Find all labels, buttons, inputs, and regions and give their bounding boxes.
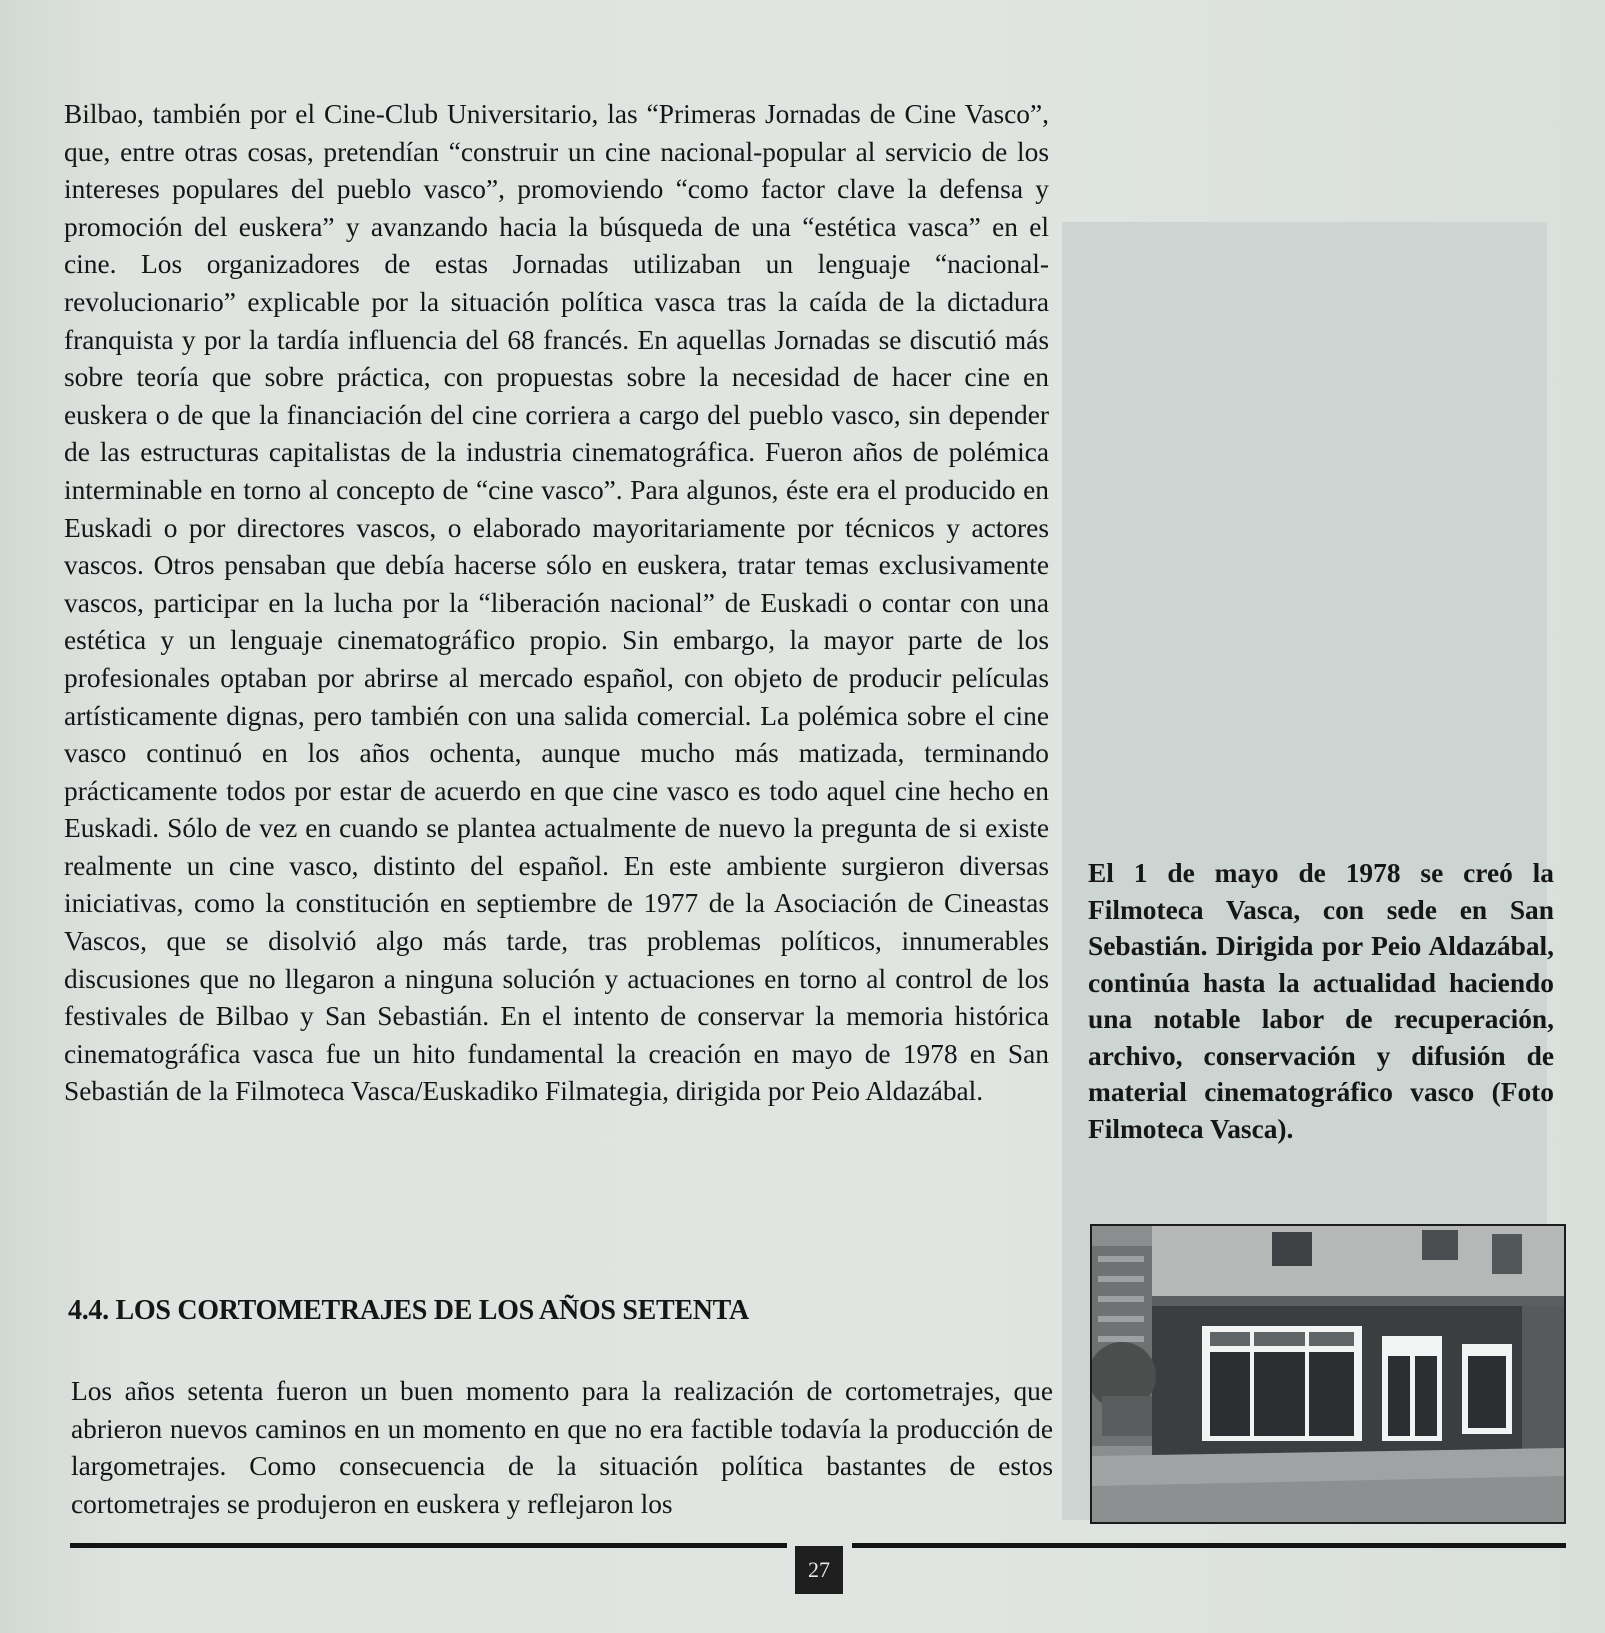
main-paragraph: Bilbao, también por el Cine-Club Universitario, las “Primeras Jornadas de Cine Vasco”, que, entre otras cosas, pretendían “construir un cine nacional-popular al servicio de los intereses populares del pueblo vasco”, promoviendo “como factor clave la defensa y promoción del euskera” y avanzando hacia la búsqueda de una “estética vasca” en el cine. Los organizadores de estas Jornadas utilizaban un lenguaje “nacional-revolucionario” explicable por la situación política vasca tras la caída de la dictadura franquista y por la tardía influencia del 68 francés. En aquellas Jornadas se discutió más sobre teoría que sobre práctica, con propuestas sobre la necesidad de hacer cine en euskera o de que la financiación del cine corriera a cargo del pueblo vasco, sin depender de las estructuras capitalistas de la industria cinematográfica. Fueron años de polémica interminable en torno al concepto de “cine vasco”. Para algunos, éste era el producido en Euskadi o por directores vascos, o elaborado mayoritariamente por técnicos y actores vascos. Otros pensaban que debía hacerse sólo en euskera, tratar temas exclusivamente vascos, participar en la lucha por la “liberación nacional” de Euskadi o contar con una estética y un lenguaje cinematográfico propio. Sin embargo, la mayor parte de los profesionales optaban por abrirse al mercado español, con objeto de producir películas artísticamente dignas, pero también con una salida comercial. La polémica sobre el cine vasco continuó en los años ochenta, aunque mucho más matizada, terminando prácticamente todos por estar de acuerdo en que cine vasco es todo aquel cine hecho en Euskadi. Sólo de vez en cuando se plantea actualmente de nuevo la pregunta de si existe realmente un cine vasco, distinto del español. En este ambiente surgieron diversas iniciativas, como la constitución en septiembre de 1977 de la Asociación de Cineastas Vascos, que se disolvió algo más tarde, tras problemas políticos, innumerables discusiones que no llegaron a ninguna solución y actuaciones en torno al control de los festivales de Bilbao y San Sebastián. En el intento de conservar la memoria histórica cinematográfica vasca fue un hito fundamental la creación en mayo de 1978 en San Sebastián de la Filmoteca Vasca/Euskadiko Filmategia, dirigida por Peio Aldazábal. <box>64 99 1049 1107</box>
filmoteca-building-photo <box>1090 1224 1566 1524</box>
page-number: 27 <box>795 1546 843 1594</box>
main-text <box>64 96 1049 1111</box>
footer-rule-left <box>70 1543 787 1548</box>
footer-rule-right <box>852 1543 1566 1548</box>
photo-caption: El 1 de mayo de 1978 se creó la Filmoteca Vasca, con sede en San Sebastián. Dirigida por Peio Aldazábal, continúa hasta la actualidad haciendo una notable labor de recuperación, archivo, conservación y difusión de material cinematográfico vasco (Foto Filmoteca Vasca). <box>1088 858 1554 1144</box>
building-illustration <box>1092 1226 1564 1522</box>
section-paragraph: Los años setenta fueron un buen momento para la realización de cortometrajes, que abrieron nuevos caminos en un momento en que no era factible todavía la producción de largometrajes. Como consecuencia de la situación política bastantes de estos cortometrajes se produjeron en euskera y reflejaron los <box>71 1376 1053 1519</box>
section-heading: 4.4. LOS CORTOMETRAJES DE LOS AÑOS SETENTA <box>68 1295 749 1326</box>
